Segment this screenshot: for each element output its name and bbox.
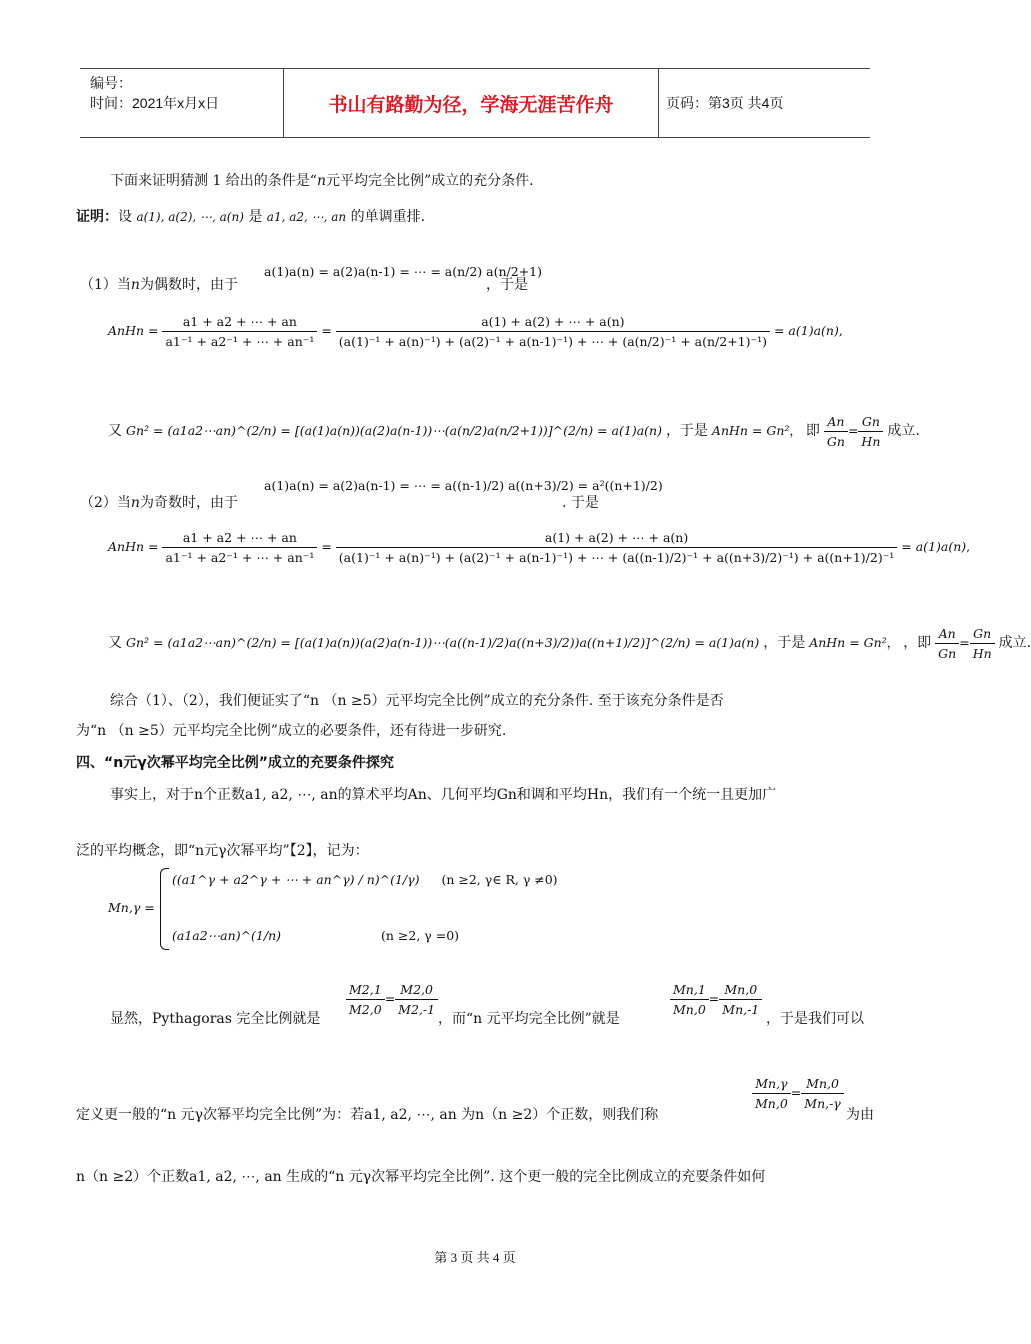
header-motto: 书山有路勤为径，学海无涯苦作舟 bbox=[284, 69, 659, 137]
power-mean-case-2 bbox=[172, 928, 459, 943]
ratio-frac-b bbox=[858, 414, 883, 449]
g-eq: Gn² = (a1a2⋯an)^(2/n) = [(a(1)a(n))(a(2)a(n-1))⋯(a(n/2)a(n/2+1))]^(2/n) = a(1)a(n) bbox=[125, 423, 662, 438]
case2-expr: (a1a2⋯an)^(1/n) bbox=[172, 928, 282, 943]
case1-expr: ((a1^γ + a2^γ + ⋯ + an^γ) / n)^(1/γ) bbox=[172, 872, 420, 887]
case1-G-eq: 又 Gn² = (a1a2⋯an)^(2/n) = [(a(1)a(n))(a(2)a(n-1))⋯(a(n/2)a(n/2+1))]^(2/n) = a(1)a(n) ，于是 AnHn = Gn²， 即 $\frac{An}{Gn}$ = $\frac{Gn}{Hn}$ 成立. bbox=[108, 414, 920, 449]
ah-rhs: a(1)a(n) bbox=[788, 323, 839, 338]
ah-lhs: AnHn bbox=[108, 539, 145, 554]
frac-a bbox=[752, 1076, 791, 1111]
define-end-text: 为由 bbox=[846, 1107, 874, 1123]
proof-label: 证明： bbox=[76, 209, 118, 225]
case1-AH-eq: AnHn = $\frac{a1 + a2 + \cdots + an}{\text{a1⁻¹ + a2⁻¹ + ⋯ + an⁻¹}}$ = a(1) + a(2) + ⋯ + a(n) (a(1)⁻¹ + a(n)⁻¹) + (a(2)⁻¹ + a(n-1)⁻¹) + ⋯ + (a(n/2)⁻¹ + a(n/2+1)⁻¹) = a(1)a(n), bbox=[108, 314, 843, 349]
frac-b bbox=[801, 1076, 844, 1111]
ah-frac-2 bbox=[336, 530, 898, 565]
also-word: 又 bbox=[108, 635, 122, 651]
piecewise-brace bbox=[160, 868, 169, 950]
frac-a bbox=[346, 982, 385, 1017]
ah-eq-g: AnHn = Gn² bbox=[809, 635, 887, 650]
g-eq: Gn² = (a1a2⋯an)^(2/n) = [(a(1)a(n))(a(2)a(n-1))⋯(a((n-1)/2)a((n+3)/2))a((n+1)/2)]^(2/n) = a(1)a(n) bbox=[125, 635, 760, 650]
frac-num: a1 + a2 + ⋯ + an bbox=[162, 314, 317, 332]
ah-rhs: a(1)a(n) bbox=[915, 539, 967, 554]
frac-den: Mn,-1 bbox=[722, 1002, 760, 1017]
header-table bbox=[80, 68, 870, 138]
ah-frac-1 bbox=[162, 530, 317, 565]
ah-lhs: AnHn bbox=[108, 323, 145, 338]
intro-text-b: 元平均完全比例”成立的充分条件. bbox=[326, 173, 534, 189]
frac-den: Mn,0 bbox=[755, 1096, 788, 1111]
frac-num: An bbox=[935, 626, 959, 644]
gamma-ratio: $\frac{Mn,\gamma}{Mn,0}$ = $\frac{Mn,0}{Mn,-\gamma}$ bbox=[752, 1076, 844, 1111]
summary-line-2: 为“n （n ≥5）元平均完全比例”成立的必要条件，还有待进一步研究. bbox=[76, 723, 507, 739]
frac-den: a1⁻¹ + a2⁻¹ + ⋯ + an⁻¹ bbox=[165, 334, 315, 349]
proof-tail: 的单调重排. bbox=[350, 209, 426, 225]
proof-line bbox=[76, 208, 425, 226]
frac-num: Mn,1 bbox=[670, 982, 709, 1000]
power-mean-case-1 bbox=[172, 872, 558, 887]
frac-den: Hn bbox=[972, 646, 992, 661]
power-mean-lhs bbox=[108, 900, 155, 915]
case2-cond: (n ≥2, γ =0) bbox=[381, 928, 460, 943]
var-n: n bbox=[130, 495, 140, 511]
frac-num: Mn,γ bbox=[752, 1076, 791, 1094]
define-line-text: 定义更一般的“n 元γ次幂平均完全比例”为：若a1, a2, ⋯, an 为n（n ≥2）个正数，则我们称 bbox=[76, 1107, 659, 1123]
section4-para-2: 泛的平均概念，即“n元γ次幂平均”【2】，记为： bbox=[76, 843, 369, 859]
case2-text: 为奇数时，由于 bbox=[139, 495, 238, 511]
then-word: ，于是 bbox=[763, 635, 806, 651]
frac-num: Gn bbox=[970, 626, 995, 644]
obvious-end-text: ，于是我们可以 bbox=[766, 1011, 864, 1027]
frac-num: a(1) + a(2) + ⋯ + a(n) bbox=[336, 530, 898, 548]
case1-then: ，于是 bbox=[486, 277, 528, 293]
ratio-frac-b bbox=[970, 626, 995, 661]
ah-frac-2 bbox=[336, 314, 770, 349]
pythagoras-ratio: $\frac{M2,1}{M2,0}$ = $\frac{M2,0}{M2,-1}$ bbox=[346, 982, 438, 1017]
proof-is-word: 是 bbox=[248, 209, 263, 225]
final-line: n（n ≥2）个正数a1, a2, ⋯, an 生成的“n 元γ次幂平均完全比例”. 这个更一般的完全比例成立的充要条件如何 bbox=[76, 1169, 766, 1185]
original-seq: a1, a2, ⋯, an bbox=[266, 210, 347, 224]
frac-b bbox=[395, 982, 438, 1017]
frac-a bbox=[670, 982, 709, 1017]
doc-date: 时间：2021年x月x日 bbox=[90, 95, 220, 111]
holds-word: 成立. bbox=[998, 635, 1031, 651]
ah-frac-1 bbox=[162, 314, 317, 349]
frac-den: M2,-1 bbox=[398, 1002, 436, 1017]
case2-then: . 于是 bbox=[562, 495, 599, 511]
frac-den: M2,0 bbox=[349, 1002, 382, 1017]
ah-eq-g: AnHn = Gn² bbox=[711, 423, 790, 438]
frac-den: Gn bbox=[826, 434, 845, 449]
rearranged-seq: a(1), a(2), ⋯, a(n) bbox=[136, 210, 244, 224]
frac-num: An bbox=[824, 414, 848, 432]
frac-num: Mn,0 bbox=[801, 1076, 844, 1094]
header-left-cell bbox=[80, 69, 284, 137]
frac-num: Mn,0 bbox=[719, 982, 762, 1000]
case1-text: 为偶数时，由于 bbox=[139, 277, 238, 293]
header-page-info: 页码：第3页 共4页 bbox=[666, 95, 784, 111]
intro-text-a: 下面来证明猜测 1 给出的条件是“ bbox=[110, 173, 317, 189]
holds-word: 成立. bbox=[887, 423, 920, 439]
case1-intro bbox=[80, 276, 238, 294]
doc-number-label: 编号： bbox=[90, 75, 132, 91]
case2-intro bbox=[80, 494, 238, 512]
ratio-frac-a bbox=[824, 414, 848, 449]
var-n: n bbox=[130, 277, 140, 293]
frac-den: Mn,0 bbox=[673, 1002, 706, 1017]
then-word: ，于是 bbox=[665, 423, 708, 439]
case1-label: （1）当 bbox=[80, 277, 131, 293]
also-word: 又 bbox=[108, 423, 122, 439]
var-n: n bbox=[316, 173, 326, 189]
ie-word: 即 bbox=[805, 423, 820, 439]
case1-symmetry-eq: a(1)a(n) = a(2)a(n-1) = ⋯ = a(n/2) a(n/2+1) bbox=[264, 264, 543, 279]
case2-G-eq: 又 Gn² = (a1a2⋯an)^(2/n) = [(a(1)a(n))(a(2)a(n-1))⋯(a((n-1)/2)a((n+3)/2))a((n+1)/2)]^(2/n) = a(1)a(n) ，于是 AnHn = Gn²， ，即 $\frac{An}{Gn}$ = $\frac{Gn}{Hn}$ 成立. bbox=[108, 626, 1031, 661]
obvious-pre: 显然，Pythagoras 完全比例就是 bbox=[110, 1011, 321, 1027]
frac-num: M2,1 bbox=[346, 982, 385, 1000]
obvious-mid-text: ，而“n 元平均完全比例”就是 bbox=[438, 1011, 620, 1027]
frac-den: (a(1)⁻¹ + a(n)⁻¹) + (a(2)⁻¹ + a(n-1)⁻¹) + ⋯ + (a(n/2)⁻¹ + a(n/2+1)⁻¹) bbox=[338, 334, 767, 349]
frac-b bbox=[719, 982, 762, 1017]
section-4-heading: 四、“n元γ次幂平均完全比例”成立的充要条件探究 bbox=[76, 755, 394, 771]
frac-den: Gn bbox=[938, 646, 957, 661]
frac-den: Hn bbox=[861, 434, 881, 449]
m-lhs: Mn,γ = bbox=[108, 900, 155, 915]
frac-den: (a(1)⁻¹ + a(n)⁻¹) + (a(2)⁻¹ + a(n-1)⁻¹) + ⋯ + (a((n-1)/2)⁻¹ + a((n+3)/2)⁻¹) + a((n+1)/2)⁻¹ bbox=[338, 550, 895, 565]
frac-num: Gn bbox=[858, 414, 883, 432]
n-ratio: $\frac{Mn,1}{Mn,0}$ = $\frac{Mn,0}{Mn,-1}$ bbox=[670, 982, 762, 1017]
ie-word: ，即 bbox=[903, 635, 932, 651]
summary-line-1: 综合（1）、（2），我们便证实了“n （n ≥5）元平均完全比例”成立的充分条件. 至于该充分条件是否 bbox=[110, 693, 724, 709]
frac-den: Mn,-γ bbox=[804, 1096, 841, 1111]
proof-set-word: 设 bbox=[118, 209, 132, 225]
frac-num: a1 + a2 + ⋯ + an bbox=[162, 530, 317, 548]
frac-den: a1⁻¹ + a2⁻¹ + ⋯ + an⁻¹ bbox=[165, 550, 315, 565]
case2-symmetry-eq: a(1)a(n) = a(2)a(n-1) = ⋯ = a((n-1)/2) a((n+3)/2) = a²((n+1)/2) bbox=[264, 478, 663, 493]
section4-para-1: 事实上，对于n个正数a1, a2, ⋯, an的算术平均An、几何平均Gn和调和平均Hn，我们有一个统一且更加广 bbox=[110, 787, 777, 803]
frac-num: a(1) + a(2) + ⋯ + a(n) bbox=[336, 314, 770, 332]
obvious-line-text bbox=[110, 1010, 320, 1028]
page-footer: 第 3 页 共 4 页 bbox=[434, 1250, 516, 1265]
case2-label: （2）当 bbox=[80, 495, 131, 511]
frac-num: M2,0 bbox=[395, 982, 438, 1000]
ratio-frac-a bbox=[935, 626, 959, 661]
intro-line bbox=[110, 172, 534, 190]
case2-AH-eq: AnHn = $\frac{a1 + a2 + \cdots + an}{\text{a1⁻¹ + a2⁻¹ + ⋯ + an⁻¹}}$ = a(1) + a(2) + ⋯ + a(n) (a(1)⁻¹ + a(n)⁻¹) + (a(2)⁻¹ + a(n-1)⁻¹) + ⋯ + (a((n-1)/2)⁻¹ + a((n+3)/2)⁻¹) + a((n+1)/2)⁻¹ = a(1)a(n), bbox=[108, 530, 971, 565]
case1-cond: (n ≥2, γ∈ R, γ ≠0) bbox=[441, 872, 558, 887]
